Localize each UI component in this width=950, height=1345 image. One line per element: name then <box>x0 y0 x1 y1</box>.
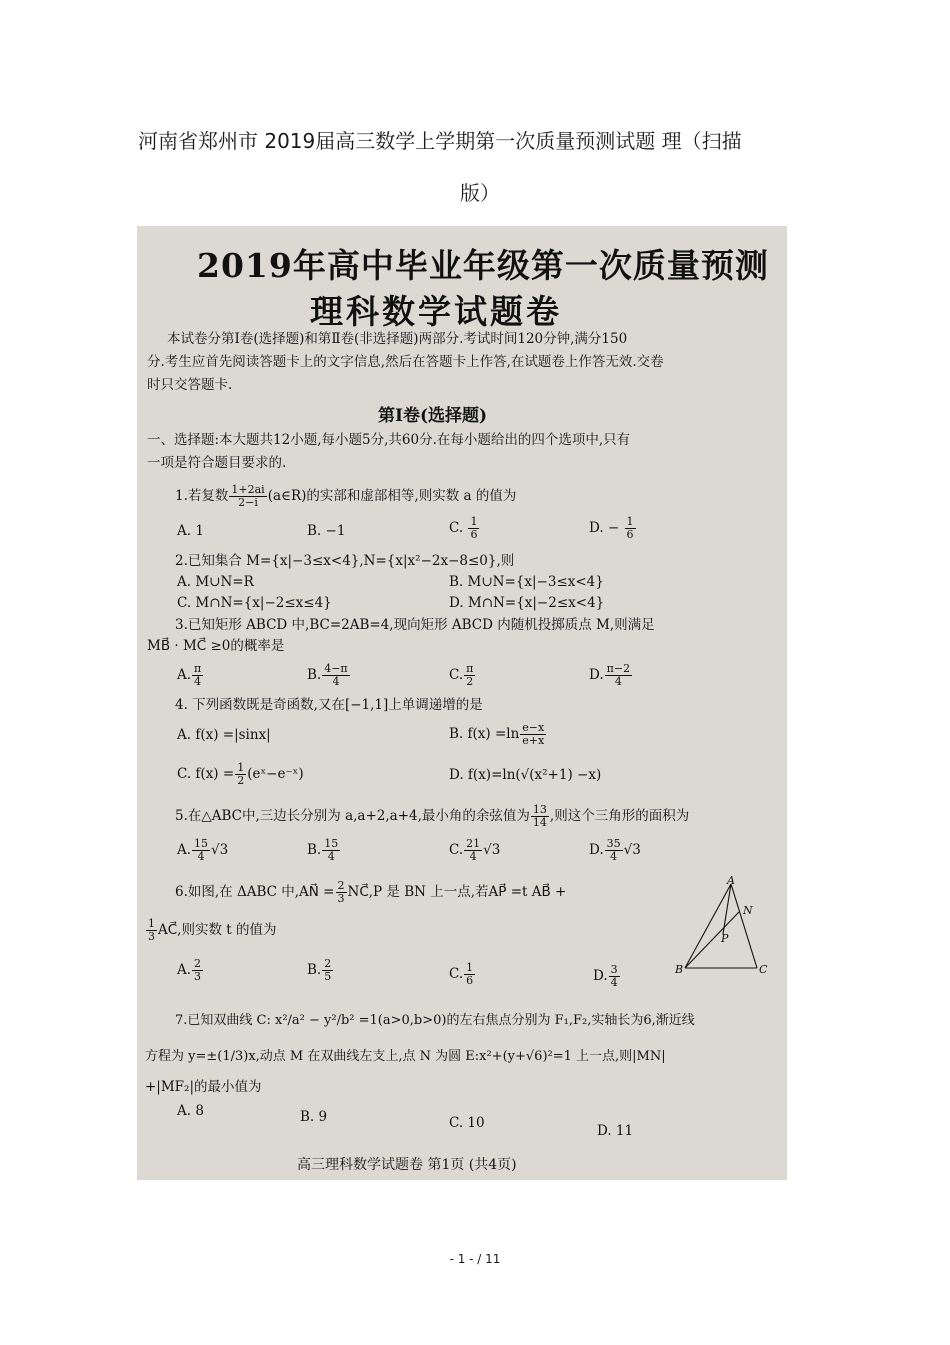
q7-option-d: D. 11 <box>597 1123 634 1139</box>
q6-stem-2: $\frac{1}{3}$ AC⃗,则实数 t 的值为 <box>148 917 277 943</box>
q2-stem: 2.已知集合 M={x|−3≤x<4},N={x|x²−2x−8≤0},则 <box>175 553 515 569</box>
q7-stem-3: +|MF₂|的最小值为 <box>145 1079 262 1095</box>
q4-option-d: D. f(x)=ln(√(x²+1) −x) <box>449 767 602 783</box>
q5-option-a: A. $\frac{15}{4}$ √3 <box>177 837 229 863</box>
figure-label-b: B <box>675 963 684 976</box>
title-line-2: 版） <box>460 181 500 205</box>
figure-label-a: A <box>727 876 735 887</box>
q6-stem-1: 6.如图,在 ΔABC 中,AN⃗ = $\frac{2}{3}$ NC⃗,P 是 BN 上一点,若AP⃗ =t AB⃗ + <box>175 879 567 905</box>
q1-stem: 1.若复数 $\frac{1+2ai}{2-i}$ (a∈R)的实部和虚部相等,则实数 a 的值为 <box>175 483 517 509</box>
q3-option-a: A. $\frac{\pi}{4}$ <box>177 662 202 688</box>
q5-option-c: C. $\frac{21}{4}$ √3 <box>449 837 501 863</box>
q3-stem-2: MB⃗ · MC⃗ ≥0的概率是 <box>147 638 285 654</box>
q2-option-a: A. M∪N=R <box>177 574 254 590</box>
q1-option-b: B. −1 <box>307 523 346 539</box>
instructions-line-2: 一项是符合题目要求的. <box>147 455 287 471</box>
q3-option-c: C. $\frac{\pi}{2}$ <box>449 662 474 688</box>
q1-option-d: D. − $\frac{1}{6}$ <box>589 515 634 541</box>
figure-label-c: C <box>759 963 768 976</box>
q2-option-b: B. M∪N={x|−3≤x<4} <box>449 574 604 590</box>
exam-subheading: 理科数学试题卷 <box>310 292 562 331</box>
q3-option-d: D. $\frac{\pi-2}{4}$ <box>589 662 631 688</box>
q3-stem-1: 3.已知矩形 ABCD 中,BC=2AB=4,现向矩形 ABCD 内随机投掷质点 M,则满足 <box>175 617 655 633</box>
figure-label-n: N <box>743 904 753 917</box>
q6-option-c: C. $\frac{1}{6}$ <box>449 961 474 987</box>
q7-option-c: C. 10 <box>449 1115 485 1131</box>
q5-option-d: D. $\frac{35}{4}$ √3 <box>589 837 641 863</box>
q5-stem: 5.在△ABC中,三边长分别为 a,a+2,a+4,最小角的余弦值为 $\frac{13}{14}$ ,则这个三角形的面积为 <box>175 803 690 829</box>
q7-option-b: B. 9 <box>300 1109 328 1125</box>
page-indicator: - 1 - / 11 <box>449 1252 501 1266</box>
q7-stem-1: 7.已知双曲线 C: x²/a² − y²/b² =1(a>0,b>0)的左右焦点分别为 F₁,F₂,实轴长为6,渐近线 <box>175 1013 695 1028</box>
q6-option-b: B. $\frac{2}{5}$ <box>307 957 332 983</box>
q1-option-c: C. $\frac{1}{6}$ <box>449 515 478 541</box>
q7-option-a: A. 8 <box>177 1103 204 1119</box>
exam-heading: 2019年高中毕业年级第一次质量预测 <box>197 246 769 285</box>
q2-option-c: C. M∩N={x|−2≤x≤4} <box>177 595 332 611</box>
intro-line-2: 分.考生应首先阅读答题卡上的文字信息,然后在答题卡上作答,在试题卷上作答无效.交卷 <box>147 354 664 370</box>
triangle-figure <box>675 876 779 976</box>
title-line-1: 河南省郑州市 2019届高三数学上学期第一次质量预测试题 理（扫描 <box>138 129 742 153</box>
q4-option-a: A. f(x) =|sinx| <box>177 727 271 743</box>
q4-option-b: B. f(x) =ln $\frac{e-x}{e+x}$ <box>449 721 545 747</box>
q4-option-c: C. f(x) = $\frac{1}{2}$ (eˣ−e⁻ˣ) <box>177 761 304 787</box>
q3-option-b: B. $\frac{4-\pi}{4}$ <box>307 662 348 688</box>
q4-stem: 4. 下列函数既是奇函数,又在[−1,1]上单调递增的是 <box>175 697 483 713</box>
q6-option-a: A. $\frac{2}{3}$ <box>177 957 202 983</box>
intro-line-3: 时只交答题卡. <box>147 377 233 393</box>
q5-option-b: B. $\frac{15}{4}$ <box>307 837 339 863</box>
scan-footer: 高三理科数学试题卷 第1页 (共4页) <box>297 1157 517 1173</box>
figure-label-p: P <box>721 932 729 945</box>
intro-line-1: 本试卷分第Ⅰ卷(选择题)和第Ⅱ卷(非选择题)两部分.考试时间120分钟,满分150 <box>167 331 628 347</box>
instructions-line-1: 一、选择题:本大题共12小题,每小题5分,共60分.在每小题给出的四个选项中,只有 <box>147 432 631 448</box>
document-title <box>138 128 818 205</box>
section-title: 第Ⅰ卷(选择题) <box>378 406 488 426</box>
scanned-exam-page <box>137 226 787 1180</box>
q2-option-d: D. M∩N={x|−2≤x<4} <box>449 595 605 611</box>
q1-fraction: $\frac{1+2ai}{2-i}$ <box>231 483 265 509</box>
q7-stem-2: 方程为 y=±(1/3)x,动点 M 在双曲线左支上,点 N 为圆 E:x²+(y+√6)²=1 上一点,则|MN| <box>145 1049 666 1064</box>
q1-option-a: A. 1 <box>177 523 204 539</box>
q6-option-d: D. $\frac{3}{4}$ <box>593 963 618 989</box>
